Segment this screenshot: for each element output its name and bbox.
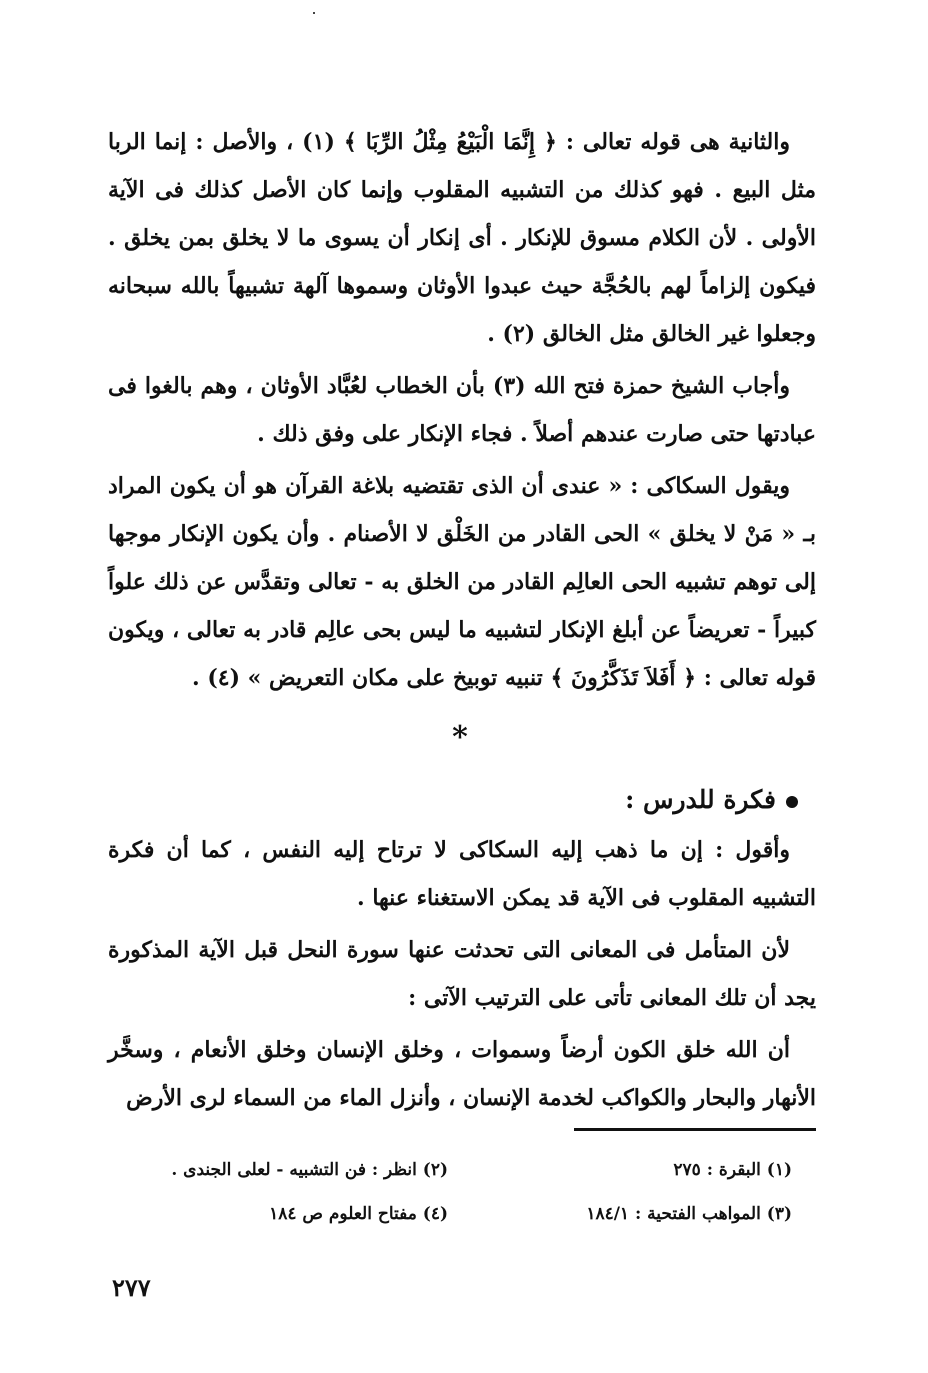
lower-text [108,826,816,1122]
paragraph-4: وأقول : إن ما ذهب إليه السكاكى لا ترتاح إليه النفس ، كما أن فكرة التشبيه المقلوب فى الآية قد يمكن الاستغناء عنها . [108,837,816,911]
footnote-row-2 [108,1192,816,1236]
paragraph-1: والثانية هى قوله تعالى : ﴿ إِنَّمَا الْبَيْعُ مِثْلُ الرِّبَا ﴾ (١) ، والأصل : إنما الربا مثل البيع . فهو كذلك من التشبيه المقلوب وإنما كان الأصل كذلك فى الآية الأولى . لأن الكلام مسوق للإنكار . أى إنكار أن يسوى ما لا يخلق بمن يخلق . فيكون إلزاماً لهم بالحُجَّة حيث عبدوا الأوثان وسموها آلهة تشبيهاً بالله سبحانه وجعلوا غير الخالق مثل الخالق (٢) . [108,129,816,347]
footnotes [108,1148,816,1236]
paragraph-5: لأن المتأمل فى المعانى التى تحدثت عنها سورة النحل قبل الآية المذكورة يجد أن تلك المعانى تأتى على الترتيب الآتى : [108,937,816,1011]
footnote-divider [574,1128,816,1131]
upper-text [108,118,816,702]
footnote-row-1 [108,1148,816,1192]
scan-speck [313,12,315,14]
paragraph-6: أن الله خلق الكون أرضاً وسموات ، وخلق الإنسان وخلق الأنعام ، وسخَّر الأنهار والبحار والكواكب لخدمة الإنسان ، وأنزل الماء من السماء لرى الأرض [108,1037,816,1111]
section-heading [625,778,798,822]
heading-text: فكرة للدرس : [625,785,776,814]
footnote-1: (١) البقرة : ٢٧٥ [673,1160,792,1180]
footnote-3: (٣) المواهب الفتحية : ١٨٤/١ [586,1204,792,1224]
footnote-4: (٤) مفتاح العلوم ص ١٨٤ [269,1204,448,1224]
section-separator: * [452,720,468,755]
paragraph-3: ويقول السكاكى : « عندى أن الذى تقتضيه بلاغة القرآن هو أن يكون المراد بـ « مَنْ لا يخلق » الحى القادر من الخَلْق لا الأصنام . وأن يكون الإنكار موجها إلى توهم تشبيه الحى العالِم القادر من الخلق به - تعالى وتقدَّس عن ذلك علواً كبيراً - تعريضاً عن أبلغ الإنكار لتشبيه ما ليس بحى عالِم قادر به تعالى ، ويكون قوله تعالى : ﴿ أَفَلاَ تَذَكَّرُونَ ﴾ تنبيه توبيخ على مكان التعريض » (٤) . [108,473,816,691]
footnote-2: (٢) انظر : فن التشبيه - لعلى الجندى . [171,1160,448,1180]
paragraph-2: وأجاب الشيخ حمزة فتح الله (٣) بأن الخطاب لعُبَّاد الأوثان ، وهم بالغوا فى عبادتها حتى صارت عندهم أصلاً . فجاء الإنكار على وفق ذلك . [108,373,816,447]
bullet-icon [786,796,798,808]
page-number: ٢٧٧ [112,1273,151,1302]
